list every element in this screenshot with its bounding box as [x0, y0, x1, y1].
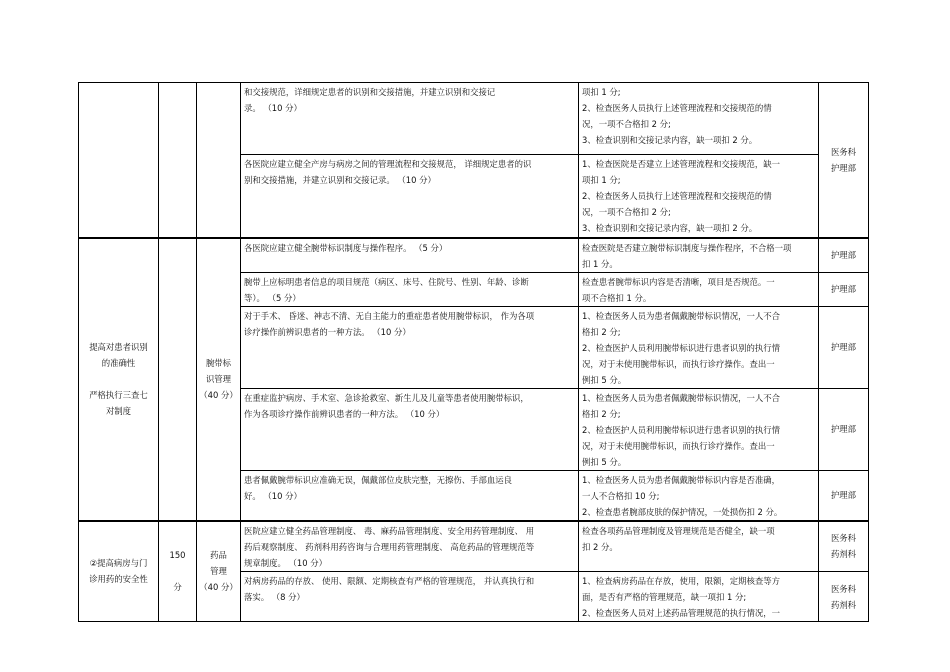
score-cell-drug: [159, 521, 197, 622]
text-line: 医务科: [830, 583, 857, 594]
text-line: 2、检查医护人员利用腕带标识进行患者识别的执行情: [582, 424, 780, 435]
text-line: 护理部: [830, 490, 857, 500]
check-cell: [579, 388, 819, 470]
text-line: 规章制度。 （10 分）: [244, 557, 327, 568]
item-cell-handover: [197, 83, 241, 238]
text-line: [79, 371, 158, 387]
text-line: 2、检查患者腕部皮肤的保护情况，一处损伤扣 2 分。: [582, 506, 783, 517]
check-cell: [579, 572, 819, 622]
text-line: 3、检查识别和交接记录内容，缺一项扣 2 分。: [582, 135, 758, 145]
text-line: 150: [169, 550, 186, 561]
text-line: 等）。 （5 分）: [244, 292, 301, 303]
text-line: 医院应建立健全药品管理制度、 毒、麻药品管理制度、安全用药管理制度、 用: [244, 525, 535, 536]
text-line: 扣 1 分。: [582, 258, 618, 269]
dept-cell: [819, 572, 869, 622]
text-line: 录。 （10 分）: [244, 103, 302, 113]
text-line: 护理部: [830, 284, 857, 294]
text-line: 腕带标: [205, 358, 232, 368]
dept-cell: [819, 470, 869, 521]
text-line: 别和交接措施，并建立识别和交接记录。 （10 分）: [244, 175, 436, 185]
text-line: 诊用药的安全性: [89, 574, 148, 585]
standard-cell: [241, 155, 579, 238]
text-line: 1、检查医务人员为患者佩戴腕带标识内容是否准确，: [582, 474, 780, 485]
check-cell: [579, 83, 819, 155]
text-line: 护理部: [830, 250, 857, 260]
item-cell-drug: [197, 521, 241, 622]
text-line: 况，一项不合格扣 2 分;: [582, 119, 671, 129]
text-line: 管理: [210, 566, 227, 577]
text-line: （40 分）: [199, 582, 238, 593]
dept-cell-handover: [819, 83, 869, 238]
text-line: 分: [173, 582, 182, 593]
text-line: 药剂科: [830, 549, 857, 560]
text-line: 况，一项不合格扣 2 分;: [582, 207, 671, 217]
evaluation-sheet: [78, 82, 868, 622]
text-line: 扣 2 分。: [582, 541, 618, 552]
standard-cell: [241, 572, 579, 622]
check-cell: [579, 155, 819, 238]
text-line: [159, 563, 196, 579]
text-line: 项不合格扣 1 分。: [582, 292, 652, 303]
text-line: 检查患者腕带标识内容是否清晰，项目是否规范。一: [582, 276, 775, 287]
text-line: 药品: [210, 550, 227, 561]
text-line: 的准确性: [101, 358, 136, 368]
text-line: 药后观察制度、 药剂科用药咨询与合理用药管理制度、 高危药品的管理规范等: [244, 541, 535, 552]
goal-cell-identity: [79, 238, 159, 521]
text-line: 面，是否有严格的管理规范，缺一项扣 1 分;: [582, 592, 747, 602]
standard-cell: [241, 388, 579, 470]
dept-cell: [819, 272, 869, 306]
text-line: 1、检查医院是否建立上述管理流程和交接规范，缺一: [582, 159, 780, 169]
text-line: 护理部: [830, 424, 857, 434]
standard-cell: [241, 83, 579, 155]
text-line: 好。 （10 分）: [244, 490, 302, 501]
text-line: 1、检查医务人员为患者佩戴腕带标识情况，一人不合: [582, 310, 780, 321]
text-line: 诊疗操作前辨识患者的一种方法。 （10 分）: [244, 326, 411, 337]
standard-cell: [241, 238, 579, 273]
text-line: 2、检查医务人员对上述药品管理规范的执行情况，一: [582, 608, 780, 618]
score-cell-handover: [159, 83, 197, 238]
text-line: 腕带上应标明患者信息的项目规范（病区、床号、住院号、性别、年龄、诊断: [244, 276, 529, 287]
text-line: 严格执行三查七: [89, 390, 148, 400]
text-line: 医务科: [830, 533, 857, 544]
dept-cell: [819, 521, 869, 572]
check-cell: [579, 238, 819, 273]
text-line: 况，对于未使用腕带标识，而执行诊疗操作。查出一: [582, 440, 775, 451]
evaluation-table: [78, 82, 869, 622]
text-line: 识管理: [205, 374, 232, 384]
text-line: 1、检查病房药品在存放，使用，限额，定期核查等方: [582, 576, 780, 586]
text-line: 2、检查医护人员利用腕带标识进行患者识别的执行情: [582, 342, 780, 353]
text-line: 项扣 1 分;: [582, 175, 621, 185]
text-line: 落实。 （8 分）: [244, 592, 305, 602]
goal-cell-drug: [79, 521, 159, 622]
text-line: 1、检查医务人员为患者佩戴腕带标识情况，一人不合: [582, 392, 780, 403]
text-line: 例扣 5 分。: [582, 374, 627, 385]
text-line: 作为各项诊疗操作前辨识患者的一种方法。 （10 分）: [244, 408, 445, 419]
text-line: 各医院应建立健全产房与病房之间的管理流程和交接规范， 详细规定患者的识: [244, 159, 532, 169]
text-line: （40 分）: [199, 390, 238, 400]
standard-cell: [241, 521, 579, 572]
text-line: 2、检查医务人员执行上述管理流程和交接规范的情: [582, 103, 772, 113]
text-line: 况，对于未使用腕带标识，而执行诊疗操作。查出一: [582, 358, 775, 369]
text-line: 医务科: [830, 146, 857, 157]
text-line: 各医院应建立健全腕带标识制度与操作程序。 （5 分）: [244, 242, 448, 253]
text-line: 对于手术、 昏迷、神志不清、无自主能力的重症患者使用腕带标识， 作为各项: [244, 310, 535, 321]
text-line: 提高对患者识别: [89, 342, 148, 352]
text-line: ②提高病房与门: [89, 558, 148, 569]
text-line: 项扣 1 分;: [582, 87, 621, 97]
text-line: 2、检查医务人员执行上述管理流程和交接规范的情: [582, 191, 772, 201]
text-line: 药剂科: [830, 599, 857, 610]
score-cell-identity: [159, 238, 197, 521]
text-line: 在重症监护病房、手术室、急诊抢救室、新生儿及儿童等患者使用腕带标识，: [244, 392, 529, 403]
check-cell: [579, 521, 819, 572]
goal-cell-handover: [79, 83, 159, 238]
text-line: 例扣 5 分。: [582, 456, 627, 467]
text-line: 格扣 2 分;: [582, 408, 621, 419]
standard-cell: [241, 470, 579, 521]
check-cell: [579, 470, 819, 521]
standard-cell: [241, 306, 579, 388]
text-line: 和交接规范，详细规定患者的识别和交接措施，并建立识别和交接记: [244, 87, 496, 97]
dept-cell: [819, 388, 869, 470]
text-line: 检查医院是否建立腕带标识制度与操作程序，不合格一项: [582, 242, 792, 253]
check-cell: [579, 306, 819, 388]
text-line: 检查各项药品管理制度及管理规范是否健全，缺一项: [582, 525, 775, 536]
standard-cell: [241, 272, 579, 306]
text-line: 3、检查识别和交接记录内容，缺一项扣 2 分。: [582, 223, 758, 233]
text-line: 患者佩戴腕带标识应准确无误，佩戴部位皮肤完整，无擦伤、手部血运良: [244, 474, 512, 485]
text-line: 一人不合格扣 10 分;: [582, 490, 660, 501]
text-line: 格扣 2 分;: [582, 326, 621, 337]
dept-cell: [819, 238, 869, 273]
dept-cell: [819, 306, 869, 388]
check-cell: [579, 272, 819, 306]
text-line: 护理部: [830, 162, 857, 173]
text-line: 对病房药品的存放、 使用、限额、定期核查有严格的管理规范， 并认真执行和: [244, 576, 535, 586]
text-line: 对制度: [105, 406, 132, 416]
text-line: 护理部: [830, 342, 857, 352]
item-cell-wristband: [197, 238, 241, 521]
